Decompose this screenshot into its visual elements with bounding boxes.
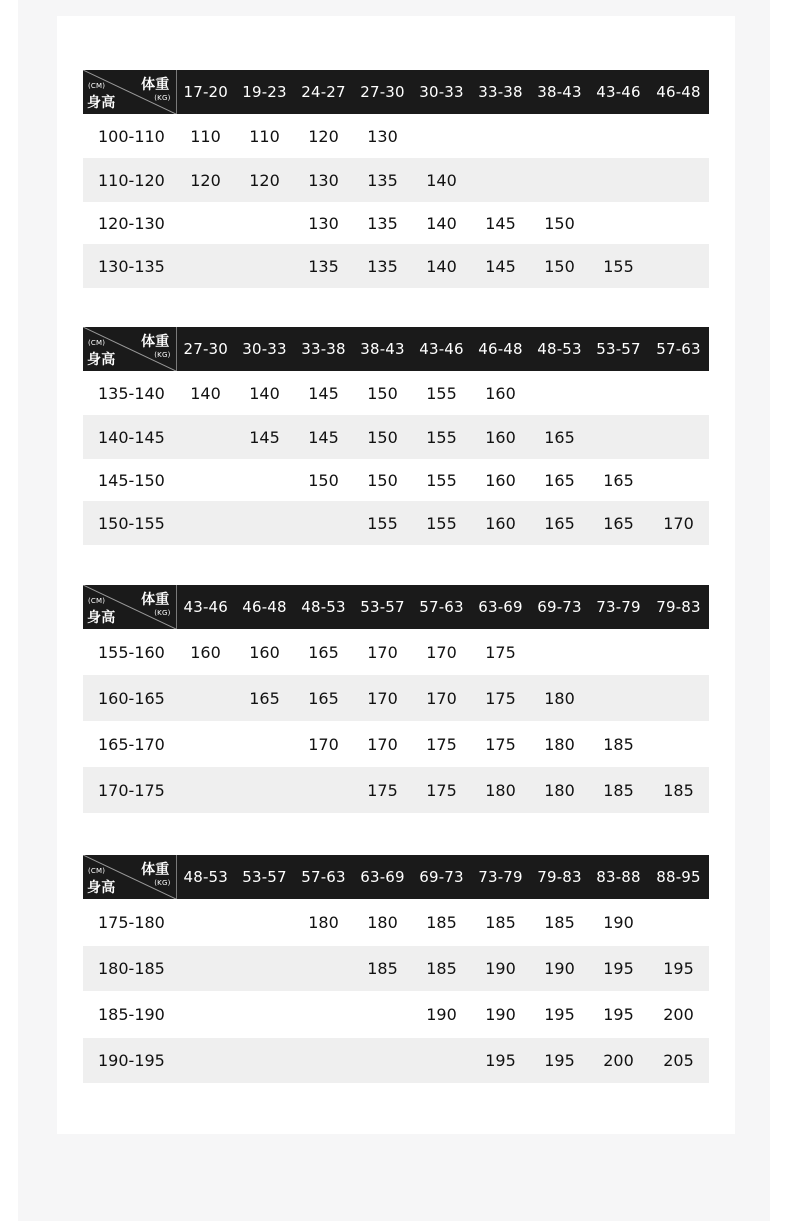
size-cell bbox=[648, 721, 709, 767]
size-cell: 145 bbox=[471, 244, 530, 288]
size-cell: 155 bbox=[353, 501, 412, 545]
weight-range-header: 53-57 bbox=[589, 327, 648, 371]
height-range-label: 145-150 bbox=[98, 470, 165, 490]
size-cell: 180 bbox=[544, 734, 575, 754]
size-cell bbox=[294, 1038, 353, 1083]
weight-range-header: 30-33 bbox=[412, 70, 471, 114]
weight-range-header: 88-95 bbox=[648, 855, 709, 899]
size-cell bbox=[412, 114, 471, 158]
table-row bbox=[83, 1038, 709, 1083]
size-cell bbox=[648, 675, 709, 721]
size-cell bbox=[235, 767, 294, 813]
size-cell: 120 bbox=[176, 158, 235, 202]
size-cell bbox=[235, 721, 294, 767]
size-cell: 185 bbox=[648, 767, 709, 813]
size-cell: 130 bbox=[367, 126, 398, 146]
size-cell: 140 bbox=[412, 244, 471, 288]
weight-range-header: 53-57 bbox=[353, 585, 412, 629]
height-range-label: 170-175 bbox=[83, 767, 176, 813]
size-cell: 185 bbox=[353, 946, 412, 991]
size-cell: 120 bbox=[235, 158, 294, 202]
table-row bbox=[83, 629, 709, 675]
size-cell bbox=[648, 459, 709, 501]
size-cell: 185 bbox=[412, 946, 471, 991]
size-table bbox=[83, 327, 709, 545]
weight-range-header: 24-27 bbox=[294, 70, 353, 114]
size-cell: 200 bbox=[663, 1005, 694, 1024]
size-cell bbox=[530, 629, 589, 675]
weight-range-header: 17-20 bbox=[176, 70, 235, 114]
header-row bbox=[83, 585, 709, 629]
size-cell: 175 bbox=[485, 642, 516, 662]
size-cell: 160 bbox=[471, 415, 530, 459]
size-cell: 155 bbox=[412, 415, 471, 459]
weight-range-header: 38-43 bbox=[530, 70, 589, 114]
height-range-label: 130-135 bbox=[83, 244, 176, 288]
height-label: 身高 bbox=[87, 880, 116, 896]
weight-range-header: 79-83 bbox=[648, 585, 709, 629]
height-unit: (CM) bbox=[88, 339, 106, 347]
size-cell bbox=[294, 767, 353, 813]
height-unit: (CM) bbox=[88, 597, 106, 605]
size-cell: 170 bbox=[353, 675, 412, 721]
weight-label: 体重 bbox=[141, 862, 170, 878]
weight-range-header: 79-83 bbox=[530, 855, 589, 899]
height-range-label: 180-185 bbox=[83, 946, 176, 991]
height-unit: (CM) bbox=[88, 82, 106, 90]
weight-range-header: 48-53 bbox=[294, 585, 353, 629]
corner-cell bbox=[83, 327, 176, 371]
table-row bbox=[83, 946, 709, 991]
weight-range-header: 27-30 bbox=[353, 70, 412, 114]
size-cell bbox=[648, 158, 709, 202]
size-cell bbox=[648, 899, 709, 946]
size-cell: 170 bbox=[308, 734, 339, 754]
size-cell bbox=[176, 501, 235, 545]
height-label: 身高 bbox=[87, 95, 116, 111]
size-cell: 150 bbox=[530, 244, 589, 288]
size-cell: 150 bbox=[353, 415, 412, 459]
size-cell: 130 bbox=[308, 213, 339, 233]
table-row bbox=[83, 501, 709, 545]
size-cell: 155 bbox=[426, 383, 457, 403]
size-cell bbox=[235, 899, 294, 946]
size-cell bbox=[176, 244, 235, 288]
size-cell: 170 bbox=[412, 675, 471, 721]
weight-range-header: 63-69 bbox=[353, 855, 412, 899]
size-cell: 175 bbox=[353, 767, 412, 813]
weight-range-header: 69-73 bbox=[412, 855, 471, 899]
weight-label: 体重 bbox=[141, 592, 170, 608]
table-row bbox=[83, 721, 709, 767]
height-label: 身高 bbox=[87, 352, 116, 368]
size-cell: 160 bbox=[485, 470, 516, 490]
size-cell: 195 bbox=[544, 1005, 575, 1024]
size-cell: 150 bbox=[367, 470, 398, 490]
size-cell: 165 bbox=[294, 675, 353, 721]
header-row bbox=[83, 855, 709, 899]
size-cell: 140 bbox=[426, 213, 457, 233]
size-cell: 165 bbox=[603, 470, 634, 490]
height-range-label: 140-145 bbox=[83, 415, 176, 459]
size-cell bbox=[176, 675, 235, 721]
size-cell: 110 bbox=[190, 126, 221, 146]
corner-cell bbox=[83, 855, 176, 899]
weight-range-header: 43-46 bbox=[589, 70, 648, 114]
size-cell bbox=[176, 991, 235, 1038]
size-cell bbox=[648, 371, 709, 415]
size-cell: 185 bbox=[485, 913, 516, 932]
size-cell bbox=[176, 202, 235, 244]
weight-range-header: 46-48 bbox=[235, 585, 294, 629]
size-cell bbox=[235, 202, 294, 244]
size-cell: 180 bbox=[530, 767, 589, 813]
size-cell: 180 bbox=[471, 767, 530, 813]
weight-range-header: 33-38 bbox=[294, 327, 353, 371]
size-cell: 190 bbox=[426, 1005, 457, 1024]
header-row bbox=[83, 70, 709, 114]
size-cell: 185 bbox=[426, 913, 457, 932]
size-cell: 160 bbox=[190, 642, 221, 662]
size-table bbox=[83, 70, 709, 288]
table-row bbox=[83, 202, 709, 244]
size-cell: 205 bbox=[648, 1038, 709, 1083]
size-cell bbox=[176, 767, 235, 813]
table-row bbox=[83, 459, 709, 501]
weight-range-header: 33-38 bbox=[471, 70, 530, 114]
weight-unit: (KG) bbox=[154, 351, 171, 359]
weight-range-header: 53-57 bbox=[235, 855, 294, 899]
height-range-label: 120-130 bbox=[98, 213, 165, 233]
size-cell: 195 bbox=[589, 946, 648, 991]
size-cell bbox=[648, 415, 709, 459]
size-cell: 150 bbox=[367, 383, 398, 403]
size-cell: 150 bbox=[308, 470, 339, 490]
header-row bbox=[83, 327, 709, 371]
size-cell bbox=[471, 158, 530, 202]
height-range-label: 175-180 bbox=[98, 913, 165, 932]
size-cell: 145 bbox=[235, 415, 294, 459]
weight-range-header: 57-63 bbox=[648, 327, 709, 371]
size-cell bbox=[471, 114, 530, 158]
size-cell: 145 bbox=[485, 213, 516, 233]
size-cell: 155 bbox=[589, 244, 648, 288]
size-cell: 120 bbox=[308, 126, 339, 146]
weight-label: 体重 bbox=[141, 334, 170, 350]
size-cell bbox=[176, 415, 235, 459]
height-label: 身高 bbox=[87, 610, 116, 626]
size-cell: 175 bbox=[412, 767, 471, 813]
size-cell: 140 bbox=[412, 158, 471, 202]
weight-unit: (KG) bbox=[154, 879, 171, 887]
corner-cell bbox=[83, 585, 176, 629]
size-cell bbox=[589, 371, 648, 415]
size-cell bbox=[176, 1038, 235, 1083]
table-row bbox=[83, 371, 709, 415]
size-cell bbox=[353, 991, 412, 1038]
height-range-label: 160-165 bbox=[83, 675, 176, 721]
weight-range-header: 38-43 bbox=[353, 327, 412, 371]
weight-range-header: 46-48 bbox=[648, 70, 709, 114]
size-cell bbox=[235, 244, 294, 288]
weight-range-header: 27-30 bbox=[176, 327, 235, 371]
size-cell: 145 bbox=[308, 383, 339, 403]
size-cell: 165 bbox=[530, 415, 589, 459]
size-cell: 195 bbox=[471, 1038, 530, 1083]
size-cell: 165 bbox=[308, 642, 339, 662]
size-cell: 175 bbox=[426, 734, 457, 754]
size-cell bbox=[235, 991, 294, 1038]
size-cell bbox=[294, 501, 353, 545]
height-range-label: 185-190 bbox=[98, 1005, 165, 1024]
weight-range-header: 19-23 bbox=[235, 70, 294, 114]
size-cell: 140 bbox=[190, 383, 221, 403]
size-cell: 135 bbox=[353, 158, 412, 202]
size-cell: 200 bbox=[589, 1038, 648, 1083]
weight-range-header: 30-33 bbox=[235, 327, 294, 371]
size-cell bbox=[530, 114, 589, 158]
size-cell bbox=[235, 459, 294, 501]
size-cell: 165 bbox=[589, 501, 648, 545]
weight-label: 体重 bbox=[141, 77, 170, 93]
size-cell: 135 bbox=[367, 213, 398, 233]
table-row bbox=[83, 244, 709, 288]
size-cell: 175 bbox=[471, 675, 530, 721]
size-cell: 170 bbox=[367, 642, 398, 662]
size-cell: 180 bbox=[367, 913, 398, 932]
size-cell: 190 bbox=[603, 913, 634, 932]
size-cell bbox=[176, 459, 235, 501]
weight-range-header: 69-73 bbox=[530, 585, 589, 629]
size-cell bbox=[235, 1038, 294, 1083]
height-range-label: 190-195 bbox=[83, 1038, 176, 1083]
size-cell bbox=[648, 244, 709, 288]
size-cell bbox=[176, 946, 235, 991]
weight-range-header: 57-63 bbox=[294, 855, 353, 899]
size-cell: 170 bbox=[426, 642, 457, 662]
size-cell: 190 bbox=[530, 946, 589, 991]
size-cell bbox=[648, 202, 709, 244]
size-cell: 160 bbox=[471, 501, 530, 545]
size-cell: 195 bbox=[648, 946, 709, 991]
size-cell: 185 bbox=[589, 767, 648, 813]
size-cell: 150 bbox=[544, 213, 575, 233]
height-range-label: 155-160 bbox=[98, 642, 165, 662]
size-cell: 130 bbox=[294, 158, 353, 202]
size-cell bbox=[530, 371, 589, 415]
size-cell bbox=[294, 991, 353, 1038]
size-cell: 195 bbox=[530, 1038, 589, 1083]
table-row bbox=[83, 675, 709, 721]
size-cell bbox=[294, 946, 353, 991]
size-cell: 160 bbox=[485, 383, 516, 403]
weight-unit: (KG) bbox=[154, 609, 171, 617]
weight-range-header: 43-46 bbox=[176, 585, 235, 629]
size-cell: 190 bbox=[471, 946, 530, 991]
size-cell bbox=[176, 899, 235, 946]
size-cell: 155 bbox=[426, 470, 457, 490]
height-unit: (CM) bbox=[88, 867, 106, 875]
size-cell: 195 bbox=[603, 1005, 634, 1024]
weight-range-header: 73-79 bbox=[589, 585, 648, 629]
table-row bbox=[83, 415, 709, 459]
table-row bbox=[83, 991, 709, 1038]
weight-range-header: 57-63 bbox=[412, 585, 471, 629]
size-cell: 190 bbox=[485, 1005, 516, 1024]
weight-range-header: 83-88 bbox=[589, 855, 648, 899]
size-cell: 170 bbox=[648, 501, 709, 545]
size-cell: 135 bbox=[294, 244, 353, 288]
size-cell: 140 bbox=[249, 383, 280, 403]
size-cell bbox=[589, 675, 648, 721]
size-cell: 180 bbox=[530, 675, 589, 721]
size-cell bbox=[530, 158, 589, 202]
weight-range-header: 63-69 bbox=[471, 585, 530, 629]
size-cell: 180 bbox=[308, 913, 339, 932]
size-table bbox=[83, 585, 709, 813]
height-range-label: 135-140 bbox=[98, 383, 165, 403]
table-row bbox=[83, 767, 709, 813]
weight-range-header: 48-53 bbox=[176, 855, 235, 899]
size-cell: 185 bbox=[544, 913, 575, 932]
size-cell bbox=[589, 415, 648, 459]
height-range-label: 100-110 bbox=[98, 126, 165, 146]
table-row bbox=[83, 899, 709, 946]
table-row bbox=[83, 114, 709, 158]
size-cell bbox=[589, 158, 648, 202]
table-row bbox=[83, 158, 709, 202]
size-cell: 155 bbox=[412, 501, 471, 545]
size-cell: 145 bbox=[294, 415, 353, 459]
size-cell: 185 bbox=[603, 734, 634, 754]
size-cell: 110 bbox=[249, 126, 280, 146]
size-table bbox=[83, 855, 709, 1083]
size-cell bbox=[589, 202, 648, 244]
corner-cell bbox=[83, 70, 176, 114]
size-cell bbox=[235, 946, 294, 991]
size-cell: 175 bbox=[485, 734, 516, 754]
size-cell bbox=[353, 1038, 412, 1083]
size-cell bbox=[412, 1038, 471, 1083]
size-cell: 170 bbox=[367, 734, 398, 754]
size-cell: 165 bbox=[530, 501, 589, 545]
weight-range-header: 48-53 bbox=[530, 327, 589, 371]
size-cell bbox=[589, 114, 648, 158]
size-cell: 165 bbox=[235, 675, 294, 721]
weight-unit: (KG) bbox=[154, 94, 171, 102]
size-cell bbox=[235, 501, 294, 545]
size-cell bbox=[176, 721, 235, 767]
height-range-label: 165-170 bbox=[98, 734, 165, 754]
weight-range-header: 73-79 bbox=[471, 855, 530, 899]
height-range-label: 110-120 bbox=[83, 158, 176, 202]
size-cell: 160 bbox=[249, 642, 280, 662]
size-cell: 165 bbox=[544, 470, 575, 490]
weight-range-header: 43-46 bbox=[412, 327, 471, 371]
size-cell bbox=[648, 114, 709, 158]
size-cell bbox=[648, 629, 709, 675]
size-cell: 135 bbox=[353, 244, 412, 288]
weight-range-header: 46-48 bbox=[471, 327, 530, 371]
height-range-label: 150-155 bbox=[83, 501, 176, 545]
size-cell bbox=[589, 629, 648, 675]
